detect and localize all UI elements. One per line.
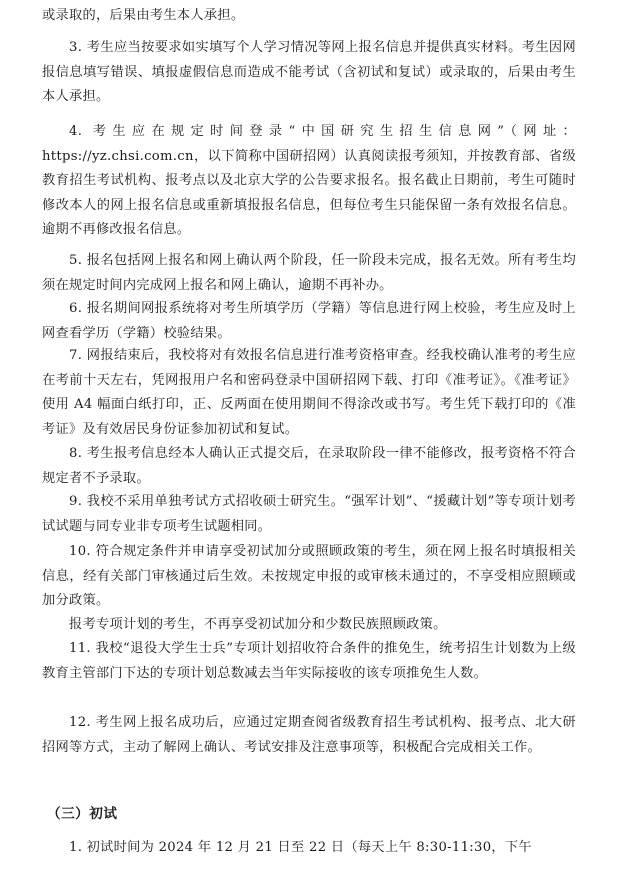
paragraph-item-5: 5. 报名包括网上报名和网上确认两个阶段，任一阶段未完成，报名无效。所有考生均须在规定时间内完成网上报名和网上确认，逾期不再补办。 xyxy=(42,253,576,293)
paragraph-item-3: 3. 考生应当按要求如实填写个人学习情况等网上报名信息并提供真实材料。考生因网报信息填写错误、填报虚假信息而造成不能考试（含初试和复试）或录取的，后果由考生本人承担。 xyxy=(42,40,576,105)
paragraph-exam-time: 1. 初试时间为 2024 年 12 月 21 日至 22 日（每天上午 8:30-11:30，下午 xyxy=(69,840,532,855)
section-heading-preliminary-exam: （三）初试 xyxy=(47,806,118,822)
paragraph-special-plan: 报考专项计划的考生，不再享受初试加分和少数民族照顾政策。 xyxy=(69,617,447,632)
paragraph-item-12: 12. 考生网上报名成功后，应通过定期查阅省级教育招生考试机构、报考点、北大研招网等方式，主动了解网上确认、考试安排及注意事项等，积极配合完成相关工作。 xyxy=(42,715,576,755)
paragraph-item-4: 4. 考生应在规定时间登录“中国研究生招生信息网”（网址：https://yz.chsi.com.cn，以下简称中国研招网）认真阅读报考须知，并按教育部、省级教育招生考试机构、报考点以及北京大学的公告要求报名。报名截止日期前，考生可随时修改本人的网上报名信息或重新填报报名信息，但每位考生只能保留一条有效报名信息。逾期不再修改报名信息。 xyxy=(42,124,576,238)
paragraph-item-7: 7. 网报结束后，我校将对有效报名信息进行准考资格审查。经我校确认准考的考生应在考前十天左右，凭网报用户名和密码登录中国研招网下载、打印《准考证》。《准考证》使用 A4 幅面白纸打印，正、反两面在使用期间不得涂改或书写。考生凭下载打印的《准考证》及有效居民身份证参加初试和复试。 xyxy=(42,348,576,437)
paragraph-item-8: 8. 考生报考信息经本人确认正式提交后，在录取阶段一律不能修改，报考资格不符合规定者不予录取。 xyxy=(42,446,576,486)
paragraph-item-10: 10. 符合规定条件并申请享受初试加分或照顾政策的考生，须在网上报名时填报相关信息，经有关部门审核通过后生效。未按规定申报的或审核未通过的，不享受相应照顾或加分政策。 xyxy=(42,544,576,609)
paragraph-item-6: 6. 报名期间网报系统将对考生所填学历（学籍）等信息进行网上校验，考生应及时上网查看学历（学籍）校验结果。 xyxy=(42,301,576,341)
paragraph-item-11: 11. 我校“退役大学生士兵”专项计划招收符合条件的推免生，统考招生计划数为上级教育主管部门下达的专项计划总数减去当年实际接收的该专项推免生人数。 xyxy=(42,641,576,681)
paragraph-continued: 或录取的，后果由考生本人承担。 xyxy=(42,8,245,23)
paragraph-item-9: 9. 我校不采用单独考试方式招收硕士研究生。“强军计划”、“援藏计划”等专项计划考试试题与同专业非专项考生试题相同。 xyxy=(42,494,576,534)
